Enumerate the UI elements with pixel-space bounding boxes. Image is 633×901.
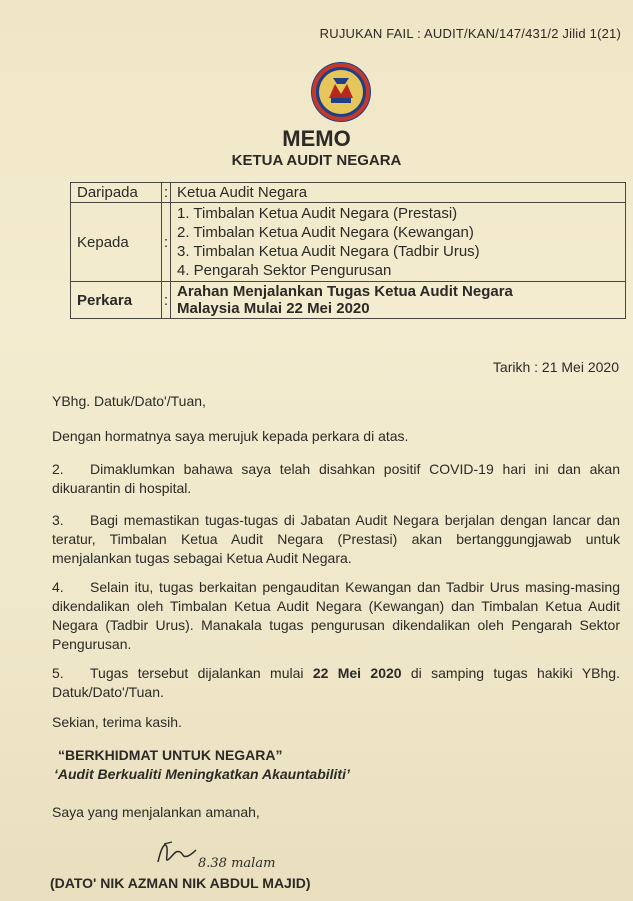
closing: Sekian, terima kasih. — [52, 714, 182, 730]
paragraph-text: Dimaklumkan bahawa saya telah disahkan positif COVID-19 hari ini dan akan dikuarantin di hospital. — [52, 461, 620, 496]
sign-off: Saya yang menjalankan amanah, — [52, 804, 260, 820]
salutation: YBhg. Datuk/Dato'/Tuan, — [52, 393, 206, 409]
signature-time-note: 8.38 malam — [198, 856, 276, 871]
subject-value — [171, 282, 626, 319]
memo-title: MEMO — [282, 126, 351, 151]
paragraph-number: 3. — [52, 512, 64, 528]
to-row — [71, 203, 626, 282]
recipient-item: 4. Pengarah Sektor Pengurusan — [177, 262, 392, 279]
from-row — [71, 183, 626, 203]
paragraph-text: Bagi memastikan tugas-tugas di Jabatan Audit Negara berjalan dengan lancar dan teratur, Timbalan Ketua Audit Negara (Prestasi) akan bertanggungjawab untuk menjalankan tugas sebagai Ketua Audit Negara. — [52, 512, 620, 566]
colon: : — [162, 203, 171, 282]
paragraph-text: Tugas tersebut dijalankan mulai — [90, 665, 313, 681]
paragraph-number: 4. — [52, 579, 64, 595]
from-value: Ketua Audit Negara — [171, 183, 626, 203]
subject-line: Arahan Menjalankan Tugas Ketua Audit Negara — [177, 283, 513, 300]
motto-primary: “BERKHIDMAT UNTUK NEGARA” — [58, 747, 283, 763]
motto-secondary: ‘Audit Berkualiti Meningkatkan Akauntabiliti’ — [54, 766, 350, 782]
paragraph-number: 5. — [52, 665, 64, 681]
colon: : — [162, 183, 171, 203]
paragraph-text: di samping tugas hakiki YBhg. Datuk/Dato'/Tuan. — [52, 665, 620, 700]
paragraph-text: Selain itu, tugas berkaitan pengauditan Kewangan dan Tadbir Urus masing-masing dikendalikan oleh Timbalan Ketua Audit Negara (Kewangan) dan Timbalan Ketua Audit Negara (Tadbir Urus). Manakala tugas pengurusan dikendalikan oleh Pengarah Sektor Pengurusan. — [52, 579, 620, 652]
effective-date: 22 Mei 2020 — [312, 665, 402, 681]
memo-subtitle: KETUA AUDIT NEGARA — [231, 152, 402, 169]
paragraph-4 — [52, 578, 620, 654]
handwritten-signature-icon — [152, 838, 198, 868]
intro-paragraph: Dengan hormatnya saya merujuk kepada perkara di atas. — [52, 428, 409, 444]
to-label: Kepada — [71, 203, 162, 282]
recipient-item: 3. Timbalan Ketua Audit Negara (Tadbir Urus) — [177, 243, 480, 260]
from-label: Daripada — [71, 183, 162, 203]
memo-date: Tarikh : 21 Mei 2020 — [492, 359, 619, 375]
recipient-item: 1. Timbalan Ketua Audit Negara (Prestasi) — [177, 205, 458, 222]
memo-details-table — [70, 182, 626, 319]
subject-label: Perkara — [71, 282, 162, 319]
paragraph-2 — [52, 460, 620, 498]
subject-line: Malaysia Mulai 22 Mei 2020 — [177, 300, 370, 317]
colon: : — [162, 282, 171, 319]
paragraph-5 — [52, 664, 620, 702]
signatory-name: (DATO' NIK AZMAN NIK ABDUL MAJID) — [50, 875, 311, 891]
recipient-item: 2. Timbalan Ketua Audit Negara (Kewangan) — [177, 224, 474, 241]
file-reference: RUJUKAN FAIL : AUDIT/KAN/147/431/2 Jilid 1(21) — [319, 26, 621, 41]
to-list — [171, 203, 626, 282]
subject-row — [71, 282, 626, 319]
crest-logo-icon — [309, 60, 373, 124]
paragraph-3 — [52, 511, 620, 568]
paragraph-number: 2. — [52, 461, 64, 477]
